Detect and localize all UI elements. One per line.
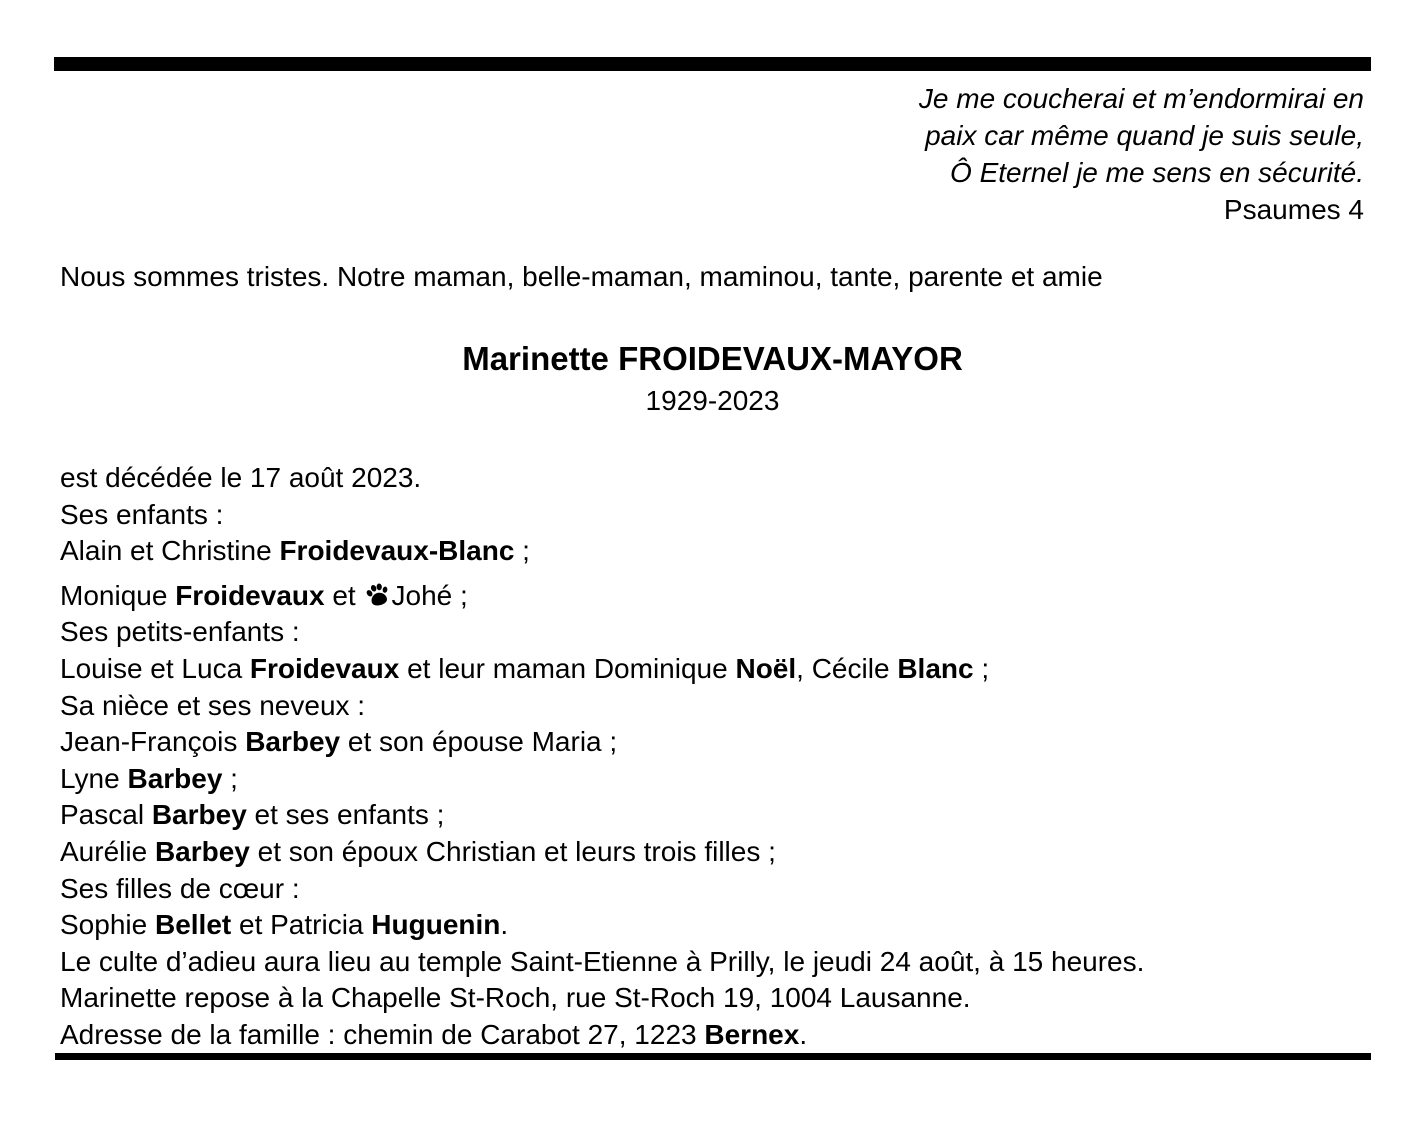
body-line [60,761,1386,798]
body-line [60,724,1386,761]
body-text: Marinette repose à la Chapelle St-Roch, rue St-Roch 19, 1004 Lausanne. [60,982,971,1014]
family-name: Froidevaux [249,652,400,684]
deceased-name: Marinette FROIDEVAUX-MAYOR [462,340,963,377]
family-name: Blanc [897,652,974,684]
bottom-rule [55,1053,1371,1060]
deceased-years: 1929-2023 [645,385,780,416]
quote-line: Je me coucherai et m’endormirai en [918,83,1364,114]
body-text: Ses enfants : [60,498,224,530]
body-line [60,980,1386,1017]
quote-attribution: Psaumes 4 [1223,194,1364,225]
body-line [60,460,1386,497]
body-text: Pascal [60,799,152,831]
body-text: , Cécile [796,652,898,684]
paw-print-icon [364,581,391,607]
body-line [60,907,1386,944]
body-text: Jean-François [60,726,246,758]
family-name: Barbey [245,726,341,758]
body-text: Louise et Luca [60,652,250,684]
body-text: Adresse de la famille : chemin de Carabot 27, 1223 [60,1018,705,1050]
family-name: Barbey [154,835,250,867]
body-text: ; [514,535,530,567]
family-name: Bernex [704,1018,800,1050]
body-text: et [324,579,364,611]
body-text: Johé ; [391,579,468,611]
quote-line: Ô Eternel je me sens en sécurité. [950,157,1364,188]
family-name: Barbey [151,799,247,831]
body-text: Sa nièce et ses neveux : [60,689,366,721]
quote-line: paix car même quand je suis seule, [925,120,1364,151]
body-line [60,944,1386,981]
body-text: et leur maman Dominique [399,652,736,684]
body-line [60,797,1386,834]
body-text: est décédée le 17 août 2023. [60,462,422,493]
body-text: . [799,1018,808,1050]
body-line [60,651,1386,688]
body-line [60,871,1386,908]
body-text: ; [973,652,990,684]
body-text: ; [222,762,238,794]
body-text: Monique [60,579,176,611]
family-name: Noël [735,652,797,684]
body-line [60,614,1386,651]
body-text: Ses filles de cœur : [60,872,300,904]
body-text: . [500,909,509,941]
body-text: Ses petits-enfants : [60,616,300,648]
body-text: et Patricia [231,909,372,941]
body-text: et ses enfants ; [246,799,445,831]
body-line [60,497,1386,534]
family-name: Froidevaux-Blanc [279,535,515,567]
body-line [60,1017,1386,1054]
top-rule [54,57,1371,71]
body-text: Aurélie [60,835,155,867]
body-text: Lyne [60,762,128,794]
body-lines [60,460,1386,1054]
body-text: Le culte d’adieu aura lieu au temple Saint-Etienne à Prilly, le jeudi 24 août, à 15 heures. [60,945,1145,977]
body-text: et son époux Christian et leurs trois filles ; [249,835,776,867]
family-name: Barbey [127,762,223,794]
body-line [60,834,1386,871]
family-name: Huguenin [371,909,501,941]
body-text: et son épouse Maria ; [340,726,618,758]
body-line [60,533,1386,570]
family-name: Bellet [154,909,232,941]
body-line [60,570,1386,615]
body-text: Sophie [60,909,155,941]
psalm-quote [500,80,1364,228]
intro-line: Nous sommes tristes. Notre maman, belle-maman, maminou, tante, parente et amie [60,261,1103,292]
body-line [60,688,1386,725]
family-name: Froidevaux [175,579,325,611]
body-text: Alain et Christine [60,535,280,567]
